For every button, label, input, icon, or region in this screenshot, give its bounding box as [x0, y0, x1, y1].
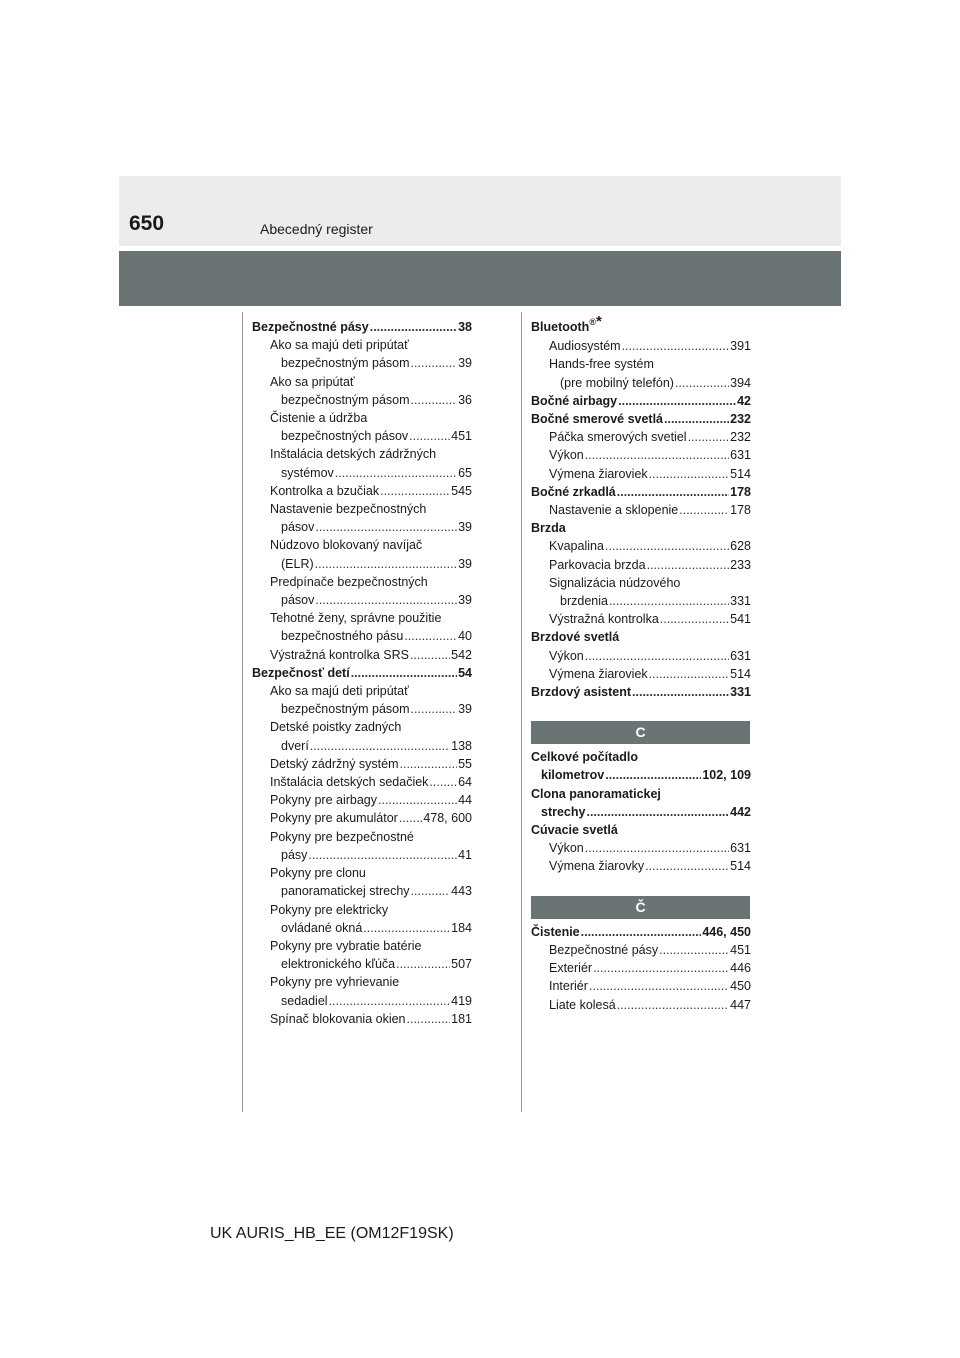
- index-subentry: Ako sa majú deti pripútať: [270, 684, 409, 699]
- index-subentry: Pokyny pre airbagy ..... 44: [252, 791, 472, 809]
- header-gray-bar: [119, 251, 841, 306]
- index-entry-bezpecnostne-pasy: Bezpečnostné pásy ..... 38: [252, 318, 472, 336]
- index-subentry: Výkon ..... 631: [531, 446, 751, 464]
- index-subentry: elektronického kľúča ..... 507: [252, 955, 472, 973]
- index-subentry: Pokyny pre vyhrievanie: [270, 975, 400, 990]
- footer-model-code: UK AURIS_HB_EE (OM12F19SK): [210, 1225, 454, 1242]
- page-ref[interactable]: 232: [730, 430, 751, 445]
- page-ref[interactable]: 55: [458, 756, 472, 771]
- index-subentry: (pre mobilný telefón) ..... 394: [531, 374, 751, 392]
- index-entry-celkove-pocitadlo: Celkové počítadlo: [531, 750, 638, 765]
- page-ref[interactable]: 41: [458, 847, 472, 862]
- index-entry-brzda: Brzda: [531, 521, 566, 536]
- page-number: 650: [129, 212, 165, 235]
- index-subentry: Inštalácia detských zádržných: [270, 447, 437, 462]
- page-ref[interactable]: 631: [730, 648, 751, 663]
- index-subentry: Bezpečnostné pásy ..... 451: [531, 941, 751, 959]
- index-subentry: Nastavenie a sklopenie ..... 178: [531, 501, 751, 519]
- page-ref[interactable]: 391: [730, 339, 751, 354]
- page-ref[interactable]: 44: [458, 793, 472, 808]
- index-subentry: Výkon ..... 631: [531, 647, 751, 665]
- page-ref[interactable]: 178: [730, 503, 751, 518]
- page-ref[interactable]: 451: [451, 429, 472, 444]
- index-subentry: Výstražná kontrolka ..... 541: [531, 610, 751, 628]
- page-ref[interactable]: 138: [451, 738, 472, 753]
- index-entry-brzdove-svetla: Brzdové svetlá: [531, 630, 620, 645]
- page-ref[interactable]: 36: [458, 392, 472, 407]
- index-column-2: [531, 313, 751, 1014]
- index-entry-bocne-zrkadla: Bočné zrkadlá ..... 178: [531, 483, 751, 501]
- index-subentry: Interiér ..... 450: [531, 977, 751, 995]
- index-subentry: Výmena žiaroviek ..... 514: [531, 465, 751, 483]
- index-entry-bezpecnost-deti: Bezpečnosť detí ..... 54: [252, 664, 472, 682]
- page-ref[interactable]: 39: [458, 556, 472, 571]
- page-ref[interactable]: 40: [458, 629, 472, 644]
- page-ref[interactable]: 514: [730, 666, 751, 681]
- index-subentry: Pokyny pre bezpečnostné: [270, 829, 414, 844]
- index-subentry: Čistenie a údržba: [270, 411, 368, 426]
- index-entry-brzdovy-asistent: Brzdový asistent ..... 331: [531, 683, 751, 701]
- page-ref[interactable]: 541: [730, 612, 751, 627]
- page-ref[interactable]: 39: [458, 702, 472, 717]
- index-entry-continuation: kilometrov ..... 102, 109: [531, 766, 751, 784]
- page-ref[interactable]: 233: [730, 557, 751, 572]
- page-ref[interactable]: 38: [458, 320, 472, 334]
- page-ref[interactable]: 39: [458, 356, 472, 371]
- index-subentry: sedadiel ..... 419: [252, 992, 472, 1010]
- index-subentry: Predpínače bezpečnostných: [270, 574, 428, 589]
- page-ref[interactable]: 419: [451, 993, 472, 1008]
- page-ref[interactable]: 542: [451, 647, 472, 662]
- index-subentry: bezpečnostných pásov ..... 451: [252, 427, 472, 445]
- index-subentry: Ako sa majú deti pripútať: [270, 338, 409, 353]
- page-ref[interactable]: 42: [737, 393, 751, 408]
- page-ref[interactable]: 628: [730, 539, 751, 554]
- page-ref[interactable]: 331: [730, 685, 751, 700]
- page-ref[interactable]: 54: [458, 665, 472, 680]
- index-subentry: Audiosystém ..... 391: [531, 337, 751, 355]
- index-subentry: Pokyny pre vybratie batérie: [270, 938, 422, 953]
- index-subentry: Kontrolka a bzučiak ..... 545: [252, 482, 472, 500]
- page-ref[interactable]: 65: [458, 465, 472, 480]
- index-subentry: Páčka smerových svetiel ..... 232: [531, 428, 751, 446]
- index-subentry: Výmena žiarovky ..... 514: [531, 857, 751, 875]
- page-ref[interactable]: 451: [730, 942, 751, 957]
- page-ref[interactable]: 631: [730, 841, 751, 856]
- page-ref[interactable]: 514: [730, 859, 751, 874]
- index-subentry: pásov ..... 39: [252, 518, 472, 536]
- page-ref[interactable]: 450: [730, 979, 751, 994]
- page-ref[interactable]: 39: [458, 520, 472, 535]
- index-subentry: Pokyny pre clonu: [270, 866, 366, 881]
- index-subentry: Detský zádržný systém ..... 55: [252, 755, 472, 773]
- page-ref[interactable]: 514: [730, 466, 751, 481]
- page-ref[interactable]: 442: [730, 804, 751, 819]
- section-title: Abecedný register: [260, 221, 373, 237]
- index-subentry: bezpečnostným pásom ..... 36: [252, 391, 472, 409]
- index-subentry: Signalizácia núdzového: [549, 575, 681, 590]
- page-ref[interactable]: 178: [730, 484, 751, 499]
- page-ref[interactable]: 102, 109: [702, 768, 751, 783]
- page-ref[interactable]: 184: [451, 920, 472, 935]
- page-ref[interactable]: 446, 450: [702, 924, 751, 939]
- index-subentry: Parkovacia brzda ..... 233: [531, 556, 751, 574]
- index-subentry: Exteriér ..... 446: [531, 959, 751, 977]
- page-ref[interactable]: 64: [458, 775, 472, 790]
- index-subentry: Liate kolesá ..... 447: [531, 996, 751, 1014]
- page-ref[interactable]: 447: [730, 997, 751, 1012]
- index-column-1: [252, 318, 472, 1028]
- index-subentry: Pokyny pre akumulátor ..... 478, 600: [252, 809, 472, 827]
- page-ref[interactable]: 232: [730, 412, 751, 427]
- index-subentry: Detské poistky zadných: [270, 720, 402, 735]
- index-subentry: Kvapalina ..... 628: [531, 537, 751, 555]
- page-ref[interactable]: 631: [730, 448, 751, 463]
- index-subentry: Výmena žiaroviek ..... 514: [531, 665, 751, 683]
- page-ref[interactable]: 181: [451, 1011, 472, 1026]
- index-subentry: pásov ..... 39: [252, 591, 472, 609]
- page-ref[interactable]: 507: [451, 957, 472, 972]
- index-subentry: Nastavenie bezpečnostných: [270, 502, 427, 517]
- index-subentry: systémov ..... 65: [252, 464, 472, 482]
- index-subentry: Spínač blokovania okien ..... 181: [252, 1010, 472, 1028]
- registered-mark: ®: [589, 317, 596, 327]
- header-band: [119, 176, 841, 246]
- page-ref[interactable]: 545: [451, 483, 472, 498]
- index-subentry: bezpečnostným pásom ..... 39: [252, 700, 472, 718]
- index-subentry: ovládané okná ..... 184: [252, 919, 472, 937]
- page-ref[interactable]: 39: [458, 593, 472, 608]
- index-entry-clona: Clona panoramatickej: [531, 786, 661, 801]
- index-entry-continuation: strechy ..... 442: [531, 803, 751, 821]
- index-entry-bluetooth: Bluetooth®*: [531, 313, 602, 334]
- column-divider-left: [242, 312, 243, 1112]
- index-subentry: panoramatickej strechy ..... 443: [252, 882, 472, 900]
- index-entry-bocne-airbagy: Bočné airbagy ..... 42: [531, 392, 751, 410]
- index-entry-cistenie: Čistenie ..... 446, 450: [531, 923, 751, 941]
- index-subentry: (ELR) ..... 39: [252, 555, 472, 573]
- column-divider-middle: [521, 312, 522, 1112]
- index-subentry: Výkon ..... 631: [531, 839, 751, 857]
- index-subentry: Inštalácia detských sedačiek ..... 64: [252, 773, 472, 791]
- page-ref[interactable]: 331: [730, 594, 751, 609]
- asterisk-mark: *: [595, 313, 602, 330]
- index-subentry: brzdenia ..... 331: [531, 592, 751, 610]
- index-subentry: Hands-free systém: [549, 357, 654, 372]
- index-subentry: Núdzovo blokovaný navíjač: [270, 538, 423, 553]
- letter-header-c-caron: Č: [531, 896, 750, 919]
- page-ref[interactable]: 446: [730, 961, 751, 976]
- letter-header-c: C: [531, 721, 750, 744]
- page-ref[interactable]: 394: [730, 375, 751, 390]
- index-subentry: bezpečnostným pásom ..... 39: [252, 354, 472, 372]
- index-subentry: pásy ..... 41: [252, 846, 472, 864]
- index-subentry: Ako sa pripútať: [270, 374, 355, 389]
- index-subentry: Výstražná kontrolka SRS ..... 542: [252, 646, 472, 664]
- index-subentry: bezpečnostného pásu ..... 40: [252, 627, 472, 645]
- index-entry-cuvacie-svetla: Cúvacie svetlá: [531, 823, 618, 838]
- page-ref[interactable]: 443: [451, 884, 472, 899]
- index-subentry: Tehotné ženy, správne použitie: [270, 611, 442, 626]
- index-entry-bocne-smerove-svetla: Bočné smerové svetlá ..... 232: [531, 410, 751, 428]
- page-ref[interactable]: 478, 600: [423, 811, 472, 826]
- index-subentry: dverí ..... 138: [252, 737, 472, 755]
- index-subentry: Pokyny pre elektricky: [270, 902, 389, 917]
